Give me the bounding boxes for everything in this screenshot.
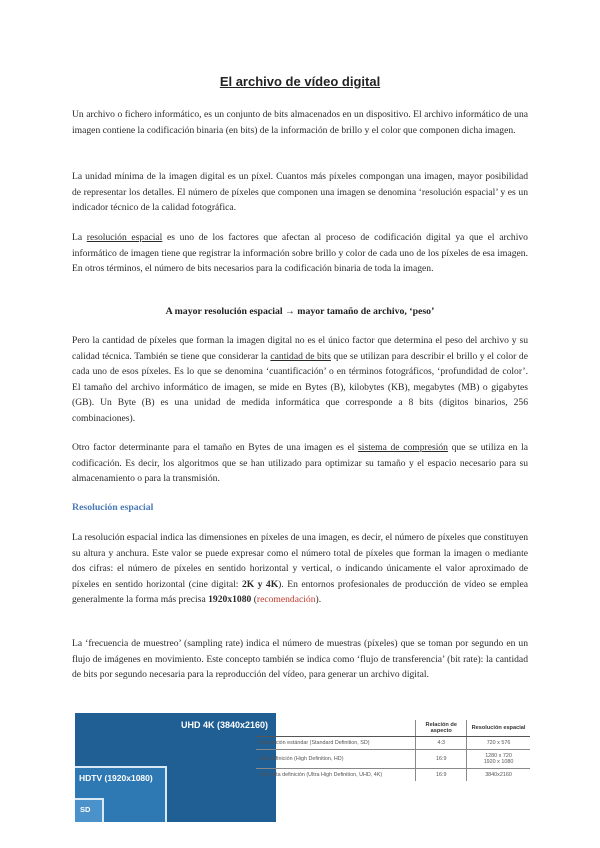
paragraph-6-b: ). En entornos profesionales de producción de vídeo se emplea generalmente la forma más precisa (72, 578, 528, 606)
table-header-cell: Relación de aspecto (416, 720, 467, 737)
table-cell: Resolución estándar (Standard Definition, SD) (256, 737, 416, 750)
table-header-cell: Resolución espacial (467, 720, 530, 737)
paragraph-4-b: que se utilizan para describir el brillo y el color de cada uno de esos píxeles. Es lo que se denomina ‘cuantificación’ o en términos fotográficos, ‘profundidad de color’. El tamaño del archivo informático de imagen, se mide en Bytes (B), kilobytes (KB), megabytes (MB) o gigabytes (GB). Un Byte (B) es una unidad de medida informática que corresponde a 8 bits (dígitos binarios, 256 combinaciones). (72, 350, 528, 424)
hd-resolution-bold: 1920x1080 (208, 594, 252, 606)
resolution-table (256, 720, 530, 781)
table-cell: 4:3 (416, 737, 467, 750)
resolucion-espacial-link[interactable]: resolución espacial (86, 232, 163, 243)
sistema-de-compresion-link[interactable]: sistema de compresión (358, 442, 448, 453)
paragraph-2: La unidad mínima de la imagen digital es un píxel. Cuantos más píxeles compongan una imagen, mayor posibilidad de representar los detalles. El número de píxeles que componen una imagen se denomina ‘resolución espacial’ y es un indicador técnico de la calidad fotográfica. (72, 171, 528, 214)
paragraph-6-a: La resolución espacial indica las dimensiones en píxeles de una imagen, es decir, el número de píxeles que constituyen su altura y anchura. Este valor se puede expresar como el número total de píxeles que forman la imagen o mediante dos cifras: el número de píxeles en sentido horizontal y vertical, o indicando únicamente el valor aproximado de píxeles en sentido horizontal (cine digital: (72, 532, 528, 590)
paragraph-3-b: es uno de los factores que afectan al proceso de codificación digital ya que el archivo informático de imagen tiene que registrar la información sobre brillo y color de cada uno de los píxeles de esa imagen. En otros términos, el número de bits necesarios para la codificación binaria de toda la imagen. (72, 232, 528, 275)
paragraph-6-d: ). (315, 594, 322, 606)
table-header-cell (256, 720, 416, 737)
table-cell: Alta definición (High Definition, HD) (256, 750, 416, 769)
paragraph-3-a: La (72, 232, 87, 243)
table-row (256, 769, 530, 782)
paragraph-6 (72, 530, 528, 608)
table-cell: Ultra alta definición (Ultra High Definition, UHD, 4K) (256, 769, 416, 782)
table-cell: 3840x2160 (467, 769, 530, 782)
table-cell: 16:9 (416, 750, 467, 769)
sd-block (75, 798, 104, 822)
hdtv-label: HDTV (1920x1080) (79, 773, 153, 783)
resolution-diagram (75, 713, 276, 822)
cantidad-de-bits-link[interactable]: cantidad de bits (270, 350, 331, 362)
paragraph-1: Un archivo o fichero informático, es un conjunto de bits almacenados en un dispositivo. El archivo informático de una imagen contiene la codificación binaria (en bits) de la información de brillo y el color que componen dicha imagen. (72, 109, 528, 136)
highlight-statement: A mayor resolución espacial → mayor tamaño de archivo, ‘peso’ (165, 306, 435, 317)
paragraph-5-b: que se utiliza en la codificación. Es decir, los algoritmos que se han utilizado para optimizar su tamaño y el espacio necesario para su almacenamiento o para la transmisión. (72, 442, 528, 485)
paragraph-5-a: Otro factor determinante para el tamaño en Bytes de una imagen es el (72, 442, 359, 453)
recomendacion-text: recomendación (256, 594, 316, 606)
paragraph-6-c: ( (251, 594, 257, 606)
table-header-row (256, 720, 530, 737)
paragraph-3 (72, 230, 528, 277)
table-cell: 16:9 (416, 769, 467, 782)
table-row (256, 737, 530, 750)
paragraph-4 (72, 333, 528, 427)
table-row (256, 750, 530, 769)
document-title: El archivo de vídeo digital (219, 74, 381, 89)
table-cell: 1280 x 720 1920 x 1080 (467, 750, 530, 769)
paragraph-5 (72, 440, 528, 487)
paragraph-4-a: Pero la cantidad de píxeles que forman la imagen digital no es el único factor que determina el peso del archivo y su calidad técnica. También se tiene que considerar la (72, 335, 528, 362)
paragraph-7: La ‘frecuencia de muestreo’ (sampling rate) indica el número de muestras (píxeles) que se toman por segundo en un flujo de imágenes en movimiento. Este concepto también se indica como ‘flujo de transferencia’ (bit rate): la cantidad de bits por segundo necesaria para la reproducción del vídeo, para generar un archivo digital. (72, 638, 528, 681)
cine-digital-bold: 2K y 4K (241, 578, 279, 590)
table-cell: 720 x 576 (467, 737, 530, 750)
uhd-label: UHD 4K (3840x2160) (180, 720, 268, 730)
section-heading: Resolución espacial (72, 502, 154, 513)
sd-label: SD (80, 805, 91, 814)
